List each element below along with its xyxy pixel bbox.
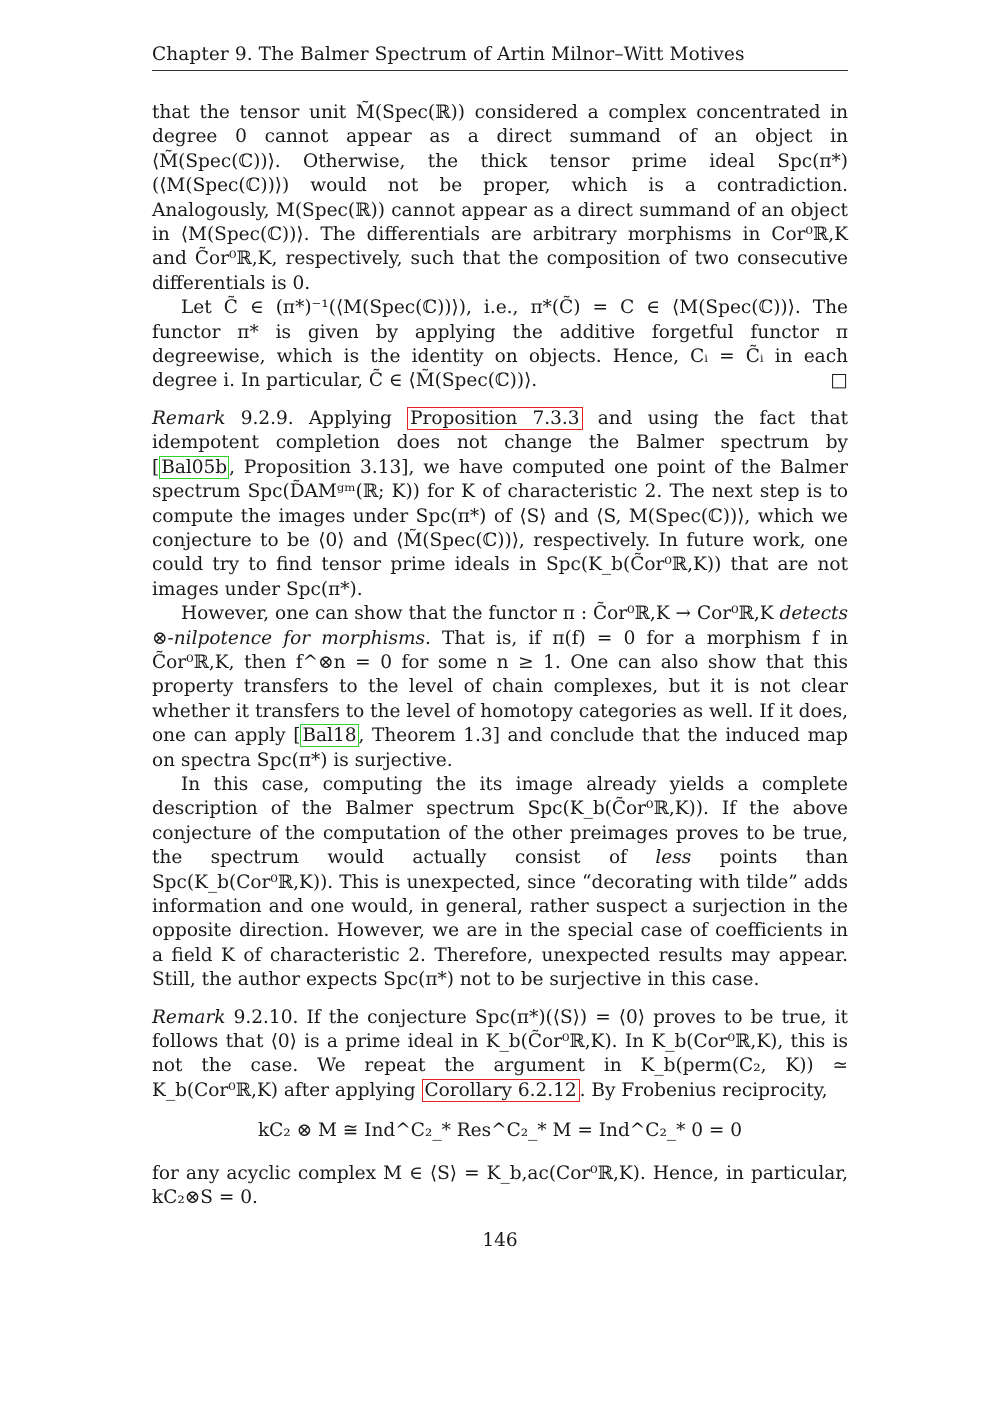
emphasis-text: detects ⊗-nilpotence for morphisms. [152,603,848,649]
running-header: Chapter 9. The Balmer Spectrum of Artin Milnor–Witt Motives [152,44,848,71]
page [152,44,848,1210]
paragraph-text: points than Spc(K_b(Cor⁰ℝ,K)). This is unexpected, since “decorating with tilde” adds information and one would, in general, rather suspect a surjection in the opposite direction. However, we are in the special case of coefficients in a field K of characteristic 2. Therefore, unexpected results may appear. Still, the author expects Spc(π*) not to be surjective in this case. [152,847,848,991]
paragraph-detects-nilpotence [152,602,848,773]
remark-9-2-9 [152,407,848,602]
citation-bal18[interactable]: Bal18 [302,725,357,747]
remark-text: If the conjecture Spc(π*)(⟨S⟩) = ⟨0⟩ proves to be true, it follows that ⟨0⟩ is a prime ideal in K_b(C̃or⁰ℝ,K). In K_b(Cor⁰ℝ,K), this is not the case. We repeat the argument in K_b(perm(C₂, K)) ≃ K_b(Cor⁰ℝ,K) after applying [152,1006,848,1101]
remark-label: Remark [152,407,226,429]
paragraph-text: That is, if π(f) = 0 for a morphism f in C̃or⁰ℝ,K, then f^⊗n = 0 for some n ≥ 1. One can also show that this property transfers to the level of chain complexes, but it is not clear whether it transfers to the level of homotopy categories as well. If it does, one can apply [ [152,627,848,747]
remark-text: . By Frobenius reciprocity, [579,1079,828,1101]
link-corollary-6-2-12[interactable]: Corollary 6.2.12 [422,1079,580,1102]
display-equation: kC₂ ⊗ M ≅ Ind^C₂_* Res^C₂_* M = Ind^C₂_* 0 = 0 [257,1120,743,1142]
paragraph-text: In this case, computing the its image already yields a complete description of the Balmer spectrum Spc(K_b(C̃or⁰ℝ,K)). If the above conjecture of the computation of the other preimages proves to be true, the spectrum would actually consist of [152,773,848,869]
paragraph-acyclic: for any acyclic complex M ∈ ⟨S⟩ = K_b,ac(Cor⁰ℝ,K). Hence, in particular, kC₂⊗S = 0. [152,1162,848,1209]
remark-text: Applying [308,407,392,429]
link-proposition-7-3-3[interactable]: Proposition 7.3.3 [407,407,582,430]
qed-symbol: □ [830,370,848,392]
page-number: 146 [482,1230,518,1251]
paragraph-let-c [152,296,848,394]
paragraph-in-this-case [152,773,848,993]
remark-text: , Proposition 3.13], we have computed one point of the Balmer spectrum Spc(D̃AMᵍᵐ(ℝ; K)) for K of characteristic 2. The next step is to compute the images under Spc(π*) of ⟨S⟩ and ⟨S, M(Spec(ℂ))⟩, which we conjecture to be ⟨0⟩ and ⟨M̃(Spec(ℂ))⟩, respectively. In future work, one could try to find tensor prime ideals in Spc(K_b(C̃or⁰ℝ,K)) that are not images under Spc(π*). [152,456,848,600]
paragraph-let-c-text: Let C̃ ∈ (π*)⁻¹(⟨M(Spec(ℂ))⟩), i.e., π*(C̃) = C ∈ ⟨M(Spec(ℂ))⟩. The functor π* is given by applying the additive forgetful functor π degreewise, which is the identity on objects. Hence, Cᵢ = C̃ᵢ in each degree i. In particular, C̃ ∈ ⟨M̃(Spec(ℂ))⟩. [152,297,848,392]
emphasis-text: less [655,847,692,869]
remark-9-2-10 [152,1006,848,1104]
page-body [152,101,848,1210]
remark-number: 9.2.9. [240,407,294,429]
remark-number: 9.2.10. [233,1006,299,1028]
paragraph-text: However, one can show that the functor π : C̃or⁰ℝ,K → Cor⁰ℝ,K [181,603,774,625]
paragraph-text: , Theorem 1.3] and conclude that the induced map on spectra Spc(π*) is surjective. [152,725,848,771]
paragraph-proof-end: that the tensor unit M̃(Spec(ℝ)) considered a complex concentrated in degree 0 cannot appear as a direct summand of an object in ⟨M̃(Spec(ℂ))⟩. Otherwise, the thick tensor prime ideal Spc(π*)(⟨M(Spec(ℂ))⟩) would not be proper, which is a contradiction. Analogously, M(Spec(ℝ)) cannot appear as a direct summand of an object in ⟨M(Spec(ℂ))⟩. The differentials are arbitrary morphisms in Cor⁰ℝ,K and C̃or⁰ℝ,K, respectively, such that the composition of two consecutive differentials is 0. [152,102,848,294]
citation-bal05b[interactable]: Bal05b [161,456,228,478]
remark-label: Remark [152,1006,226,1028]
remark-text: and using the fact that idempotent completion does not change the Balmer spectrum by [ [152,407,849,478]
